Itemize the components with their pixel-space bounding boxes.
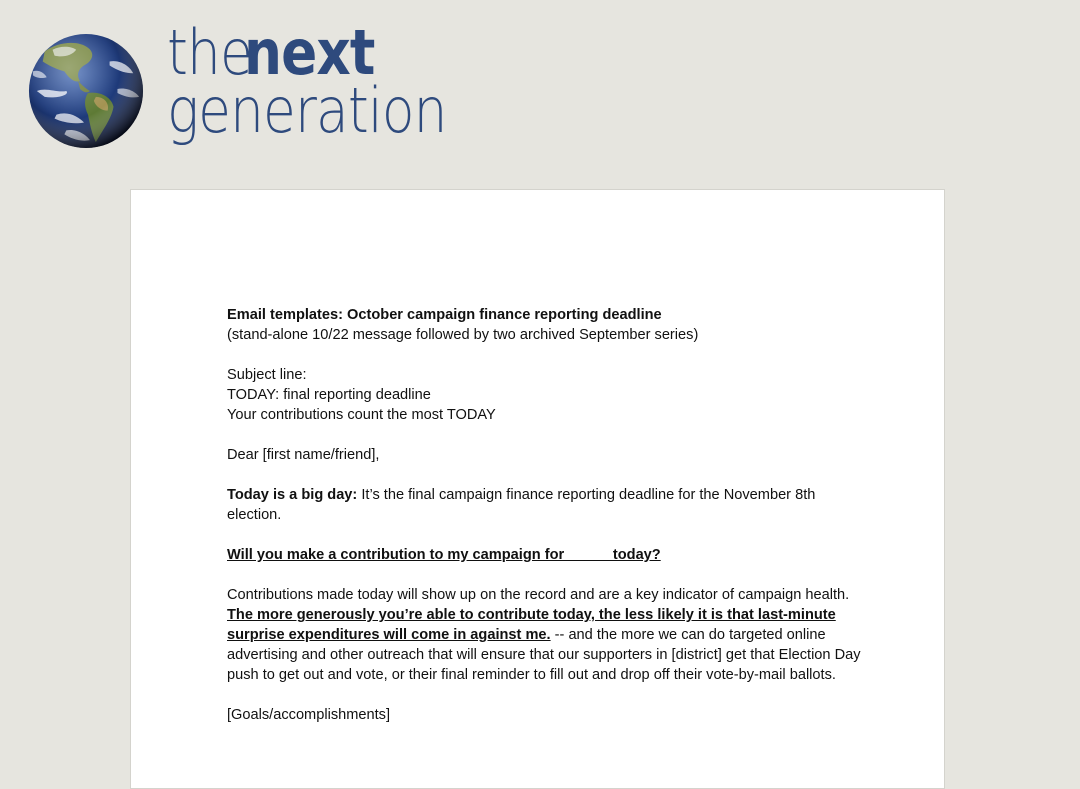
logo-word-the: the: [167, 16, 252, 89]
paragraph-body-emphasis: The more generously you’re able to contribute today, the less likely it is that last-minute surprise expenditures will come in against me.: [227, 607, 836, 643]
globe-logo-icon: [27, 32, 145, 150]
subject-option: TODAY: final reporting deadline: [227, 387, 431, 403]
paragraph-body-start: Contributions made today will show up on the record and are a key indicator of campaign health.: [227, 587, 850, 603]
paragraph-intro-text: It’s the final campaign finance reporting deadline for the November 8th election.: [227, 487, 816, 523]
paragraph-body-end: -- and the more we can do targeted online advertising and other outreach that will ensure that our supporters in [district] get that Election Day push to get out and vote, or their final reminder to fill out and drop off their vote-by-mail ballots.: [227, 627, 861, 683]
document-title: Email templates: October campaign finance reporting deadline: [227, 307, 662, 323]
subject-option: Your contributions count the most TODAY: [227, 407, 496, 423]
document-body: [227, 305, 867, 725]
paragraph-intro-bold: Today is a big day:: [227, 487, 358, 503]
contribution-ask: Will you make a contribution to my campaign for _____ today?: [227, 547, 661, 563]
logo-word-next: next: [243, 16, 375, 89]
logo-word-generation: generation: [167, 74, 447, 147]
greeting: Dear [first name/friend],: [227, 447, 380, 463]
logo-wordmark: [167, 16, 492, 147]
paragraph-body: [227, 585, 867, 685]
header: [0, 0, 1080, 180]
paragraph-intro: [227, 485, 867, 525]
document-page: [130, 189, 945, 789]
document-subtitle: (stand-alone 10/22 message followed by two archived September series): [227, 327, 699, 343]
goals-placeholder: [Goals/accomplishments]: [227, 707, 391, 723]
subject-label: Subject line:: [227, 367, 307, 383]
